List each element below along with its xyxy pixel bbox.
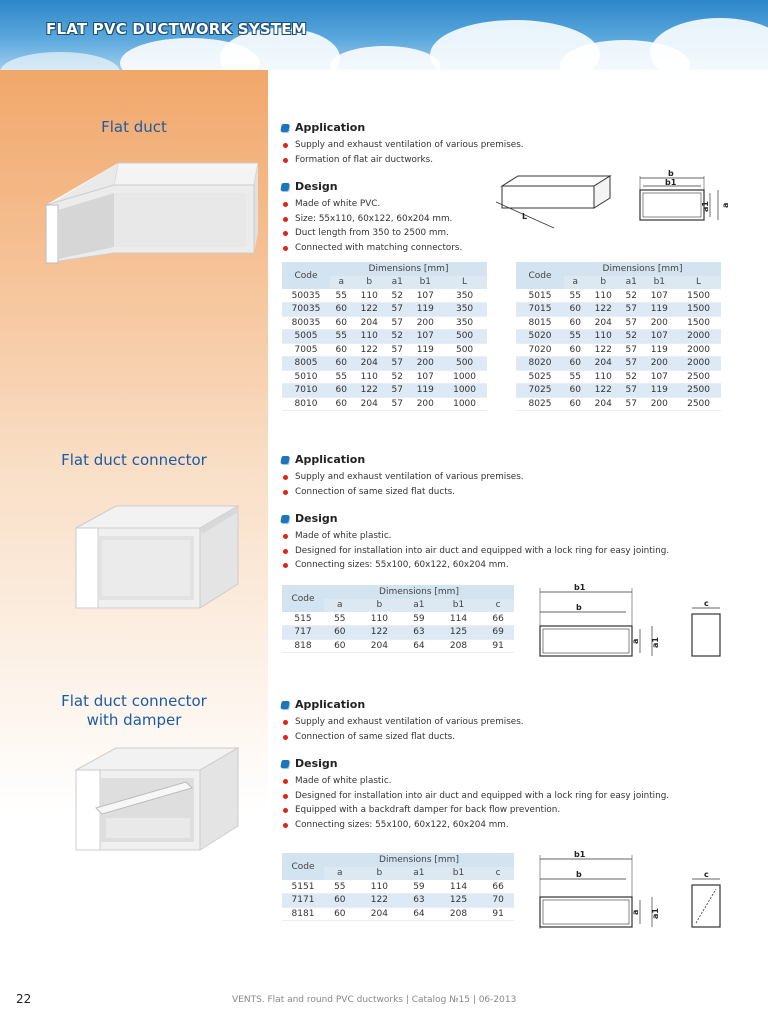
- table-row: [282, 397, 487, 411]
- table-cell: 350: [442, 303, 487, 317]
- cell-code: 8181: [282, 907, 324, 921]
- dim-label-b1: b1: [665, 178, 677, 187]
- table-cell: 107: [642, 289, 676, 303]
- header-banner: [0, 0, 768, 70]
- col-c: c: [482, 867, 514, 881]
- col-c: c: [482, 599, 514, 613]
- table-cell: 204: [586, 397, 620, 411]
- table-row: [282, 894, 514, 908]
- table-cell: 52: [386, 289, 408, 303]
- list-item: Made of white plastic.: [282, 774, 669, 789]
- table-cell: 200: [408, 397, 442, 411]
- table-cell: 91: [482, 639, 514, 653]
- dim-label-b1: b1: [574, 583, 586, 592]
- table-row: [282, 303, 487, 317]
- table-cell: 107: [408, 330, 442, 344]
- product-title-flat-duct-connector: Flat duct connector: [61, 451, 207, 469]
- table-cell: 64: [403, 639, 435, 653]
- dim-label-b: b: [576, 603, 582, 612]
- dim-label-L: L: [522, 212, 528, 221]
- section-square-icon: [280, 183, 289, 191]
- table-cell: 110: [356, 880, 403, 894]
- footer-text: VENTS. Flat and round PVC ductworks | Catalog №15 | 06-2013: [232, 995, 517, 1005]
- col-a1: a1: [620, 276, 642, 290]
- heading-text: Application: [295, 453, 366, 466]
- cell-code: 7015: [516, 303, 564, 317]
- table-cell: 119: [642, 343, 676, 357]
- table-cell: 114: [435, 612, 482, 626]
- connector-table: [282, 585, 514, 653]
- table-cell: 60: [324, 626, 356, 640]
- col-a: a: [324, 599, 356, 613]
- dim-label-a1: a1: [701, 201, 710, 212]
- table-cell: 119: [408, 303, 442, 317]
- col-b1: b1: [642, 276, 676, 290]
- table-cell: 2000: [676, 330, 721, 344]
- connector-design-list: [282, 529, 669, 573]
- connector-drawing: [530, 582, 740, 662]
- table-cell: 1000: [442, 384, 487, 398]
- table-cell: 60: [330, 384, 352, 398]
- col-b: b: [586, 276, 620, 290]
- dim-label-a: a: [631, 638, 640, 644]
- connector-application-heading: [281, 453, 365, 466]
- table-cell: 122: [352, 384, 386, 398]
- cell-code: 8025: [516, 397, 564, 411]
- col-b1: b1: [408, 276, 442, 290]
- table-cell: 119: [642, 384, 676, 398]
- table-cell: 60: [564, 397, 586, 411]
- table-row: [282, 343, 487, 357]
- cell-code: 50035: [282, 289, 330, 303]
- list-item: Formation of flat air ductworks.: [282, 153, 524, 168]
- table-cell: 52: [620, 330, 642, 344]
- table-cell: 60: [564, 384, 586, 398]
- section-square-icon: [280, 456, 289, 464]
- flat-duct-application-heading: [281, 121, 365, 134]
- flat-duct-image: [32, 155, 268, 275]
- table-cell: 500: [442, 343, 487, 357]
- connector-application-list: [282, 470, 524, 499]
- heading-text: Design: [295, 512, 338, 525]
- table-cell: 500: [442, 357, 487, 371]
- table-cell: 57: [386, 384, 408, 398]
- list-item: Connecting sizes: 55x100, 60x122, 60x204 mm.: [282, 558, 669, 573]
- table-cell: 55: [330, 330, 352, 344]
- table-cell: 52: [386, 370, 408, 384]
- cell-code: 70035: [282, 303, 330, 317]
- connector-with-damper-image: [66, 742, 252, 862]
- cell-code: 717: [282, 626, 324, 640]
- col-b1: b1: [435, 599, 482, 613]
- heading-text: Application: [295, 121, 366, 134]
- table-row: [516, 370, 721, 384]
- table-cell: 60: [330, 303, 352, 317]
- col-a1: a1: [386, 276, 408, 290]
- table-cell: 119: [408, 384, 442, 398]
- table-cell: 60: [564, 316, 586, 330]
- table-cell: 208: [435, 639, 482, 653]
- table-cell: 91: [482, 907, 514, 921]
- table-cell: 122: [356, 626, 403, 640]
- dim-label-b: b: [576, 870, 582, 879]
- table-cell: 110: [352, 289, 386, 303]
- col-b: b: [352, 276, 386, 290]
- table-cell: 114: [435, 880, 482, 894]
- table-cell: 57: [620, 303, 642, 317]
- col-dimensions: Dimensions [mm]: [324, 853, 514, 867]
- list-item: Supply and exhaust ventilation of various premises.: [282, 470, 524, 485]
- list-item: Size: 55x110, 60x122, 60x204 mm.: [282, 212, 462, 227]
- section-square-icon: [280, 124, 289, 132]
- table-cell: 110: [586, 289, 620, 303]
- table-cell: 122: [352, 303, 386, 317]
- table-cell: 122: [352, 343, 386, 357]
- table-row: [516, 384, 721, 398]
- cell-code: 5005: [282, 330, 330, 344]
- list-item: Duct length from 350 to 2500 mm.: [282, 226, 462, 241]
- table-cell: 110: [586, 330, 620, 344]
- col-a: a: [324, 867, 356, 881]
- table-cell: 107: [642, 330, 676, 344]
- table-cell: 55: [564, 289, 586, 303]
- table-cell: 1500: [676, 289, 721, 303]
- table-cell: 2500: [676, 397, 721, 411]
- section-square-icon: [280, 515, 289, 523]
- section-square-icon: [280, 760, 289, 768]
- table-cell: 59: [403, 612, 435, 626]
- flat-duct-application-list: [282, 138, 524, 167]
- table-cell: 200: [642, 357, 676, 371]
- table-cell: 55: [330, 370, 352, 384]
- table-cell: 55: [324, 612, 356, 626]
- table-cell: 2500: [676, 384, 721, 398]
- list-item: Supply and exhaust ventilation of various premises.: [282, 138, 524, 153]
- list-item: Equipped with a backdraft damper for back flow prevention.: [282, 803, 669, 818]
- table-cell: 1000: [442, 397, 487, 411]
- table-cell: 107: [408, 289, 442, 303]
- table-cell: 122: [586, 303, 620, 317]
- table-cell: 204: [356, 907, 403, 921]
- section-square-icon: [280, 701, 289, 709]
- table-cell: 52: [620, 370, 642, 384]
- flat-duct-drawing: [488, 168, 738, 244]
- cell-code: 8010: [282, 397, 330, 411]
- table-cell: 64: [403, 907, 435, 921]
- table-cell: 69: [482, 626, 514, 640]
- damper-table: [282, 853, 514, 921]
- table-cell: 125: [435, 894, 482, 908]
- list-item: Made of white plastic.: [282, 529, 669, 544]
- table-cell: 66: [482, 880, 514, 894]
- table-cell: 60: [330, 343, 352, 357]
- table-cell: 57: [620, 397, 642, 411]
- damper-design-heading: [281, 757, 338, 770]
- table-row: [516, 289, 721, 303]
- table-cell: 57: [386, 343, 408, 357]
- table-cell: 1500: [676, 303, 721, 317]
- list-item: Connection of same sized flat ducts.: [282, 730, 524, 745]
- table-row: [282, 289, 487, 303]
- dim-label-a: a: [721, 202, 730, 208]
- list-item: Connected with matching connectors.: [282, 241, 462, 256]
- table-cell: 204: [352, 357, 386, 371]
- heading-text: Design: [295, 180, 338, 193]
- table-cell: 52: [386, 330, 408, 344]
- table-cell: 350: [442, 316, 487, 330]
- heading-text: Design: [295, 757, 338, 770]
- table-cell: 60: [564, 343, 586, 357]
- damper-design-list: [282, 774, 669, 832]
- table-cell: 200: [408, 316, 442, 330]
- product-title-connector-with-damper: [0, 692, 268, 730]
- col-b: b: [356, 867, 403, 881]
- table-cell: 200: [408, 357, 442, 371]
- table-cell: 60: [324, 907, 356, 921]
- dim-label-a: a: [631, 909, 640, 915]
- table-cell: 125: [435, 626, 482, 640]
- table-cell: 55: [330, 289, 352, 303]
- table-cell: 204: [356, 639, 403, 653]
- table-cell: 57: [620, 384, 642, 398]
- title-line: with damper: [86, 711, 182, 729]
- flat-duct-connector-image: [62, 498, 248, 618]
- table-cell: 110: [352, 370, 386, 384]
- damper-application-heading: [281, 698, 365, 711]
- table-cell: 57: [620, 316, 642, 330]
- dim-label-a1: a1: [651, 908, 660, 919]
- table-row: [282, 384, 487, 398]
- damper-application-list: [282, 715, 524, 744]
- heading-text: Application: [295, 698, 366, 711]
- col-dimensions: Dimensions [mm]: [330, 262, 487, 276]
- table-cell: 57: [620, 343, 642, 357]
- table-cell: 52: [620, 289, 642, 303]
- cell-code: 8020: [516, 357, 564, 371]
- cell-code: 5025: [516, 370, 564, 384]
- col-dimensions: Dimensions [mm]: [324, 585, 514, 599]
- table-cell: 57: [386, 397, 408, 411]
- table-row: [516, 330, 721, 344]
- table-cell: 119: [642, 303, 676, 317]
- table-cell: 122: [586, 384, 620, 398]
- table-cell: 122: [586, 343, 620, 357]
- col-code: Code: [282, 585, 324, 612]
- col-a: a: [330, 276, 352, 290]
- table-row: [282, 330, 487, 344]
- table-row: [516, 316, 721, 330]
- col-dimensions: Dimensions [mm]: [564, 262, 721, 276]
- page-number: 22: [16, 992, 32, 1006]
- col-b: b: [356, 599, 403, 613]
- cell-code: 5015: [516, 289, 564, 303]
- table-row: [282, 880, 514, 894]
- table-cell: 208: [435, 907, 482, 921]
- table-cell: 107: [642, 370, 676, 384]
- table-cell: 500: [442, 330, 487, 344]
- table-cell: 1500: [676, 316, 721, 330]
- cell-code: 7025: [516, 384, 564, 398]
- cell-code: 7005: [282, 343, 330, 357]
- table-cell: 55: [564, 330, 586, 344]
- col-code: Code: [282, 262, 330, 289]
- table-cell: 200: [642, 316, 676, 330]
- table-row: [516, 397, 721, 411]
- col-a: a: [564, 276, 586, 290]
- table-cell: 57: [386, 357, 408, 371]
- list-item: Designed for installation into air duct and equipped with a lock ring for easy jointing.: [282, 544, 669, 559]
- col-code: Code: [282, 853, 324, 880]
- table-cell: 110: [586, 370, 620, 384]
- table-cell: 60: [324, 894, 356, 908]
- list-item: Connecting sizes: 55x100, 60x122, 60x204 mm.: [282, 818, 669, 833]
- dim-label-b1: b1: [574, 850, 586, 859]
- list-item: Designed for installation into air duct and equipped with a lock ring for easy jointing.: [282, 789, 669, 804]
- table-cell: 200: [642, 397, 676, 411]
- flat-duct-table-right: [516, 262, 721, 411]
- table-cell: 60: [330, 397, 352, 411]
- col-code: Code: [516, 262, 564, 289]
- product-title-flat-duct: Flat duct: [101, 118, 167, 136]
- col-a1: a1: [403, 867, 435, 881]
- cell-code: 7010: [282, 384, 330, 398]
- table-cell: 1000: [442, 370, 487, 384]
- table-cell: 60: [324, 639, 356, 653]
- cell-code: 515: [282, 612, 324, 626]
- connector-design-heading: [281, 512, 338, 525]
- table-row: [282, 370, 487, 384]
- damper-drawing: [530, 849, 740, 935]
- table-cell: 204: [586, 316, 620, 330]
- cell-code: 7171: [282, 894, 324, 908]
- list-item: Connection of same sized flat ducts.: [282, 485, 524, 500]
- flat-duct-table-left: [282, 262, 487, 411]
- cell-code: 8005: [282, 357, 330, 371]
- table-cell: 60: [330, 316, 352, 330]
- table-row: [282, 907, 514, 921]
- table-cell: 204: [352, 316, 386, 330]
- table-cell: 204: [586, 357, 620, 371]
- table-cell: 107: [408, 370, 442, 384]
- table-row: [282, 612, 514, 626]
- table-cell: 204: [352, 397, 386, 411]
- table-cell: 2500: [676, 370, 721, 384]
- cell-code: 5151: [282, 880, 324, 894]
- table-cell: 57: [386, 303, 408, 317]
- list-item: Made of white PVC.: [282, 197, 462, 212]
- table-cell: 60: [564, 303, 586, 317]
- table-cell: 55: [564, 370, 586, 384]
- cell-code: 818: [282, 639, 324, 653]
- cell-code: 5020: [516, 330, 564, 344]
- dim-label-a1: a1: [651, 637, 660, 648]
- table-cell: 57: [620, 357, 642, 371]
- cell-code: 7020: [516, 343, 564, 357]
- table-row: [516, 303, 721, 317]
- table-row: [282, 626, 514, 640]
- col-b1: b1: [435, 867, 482, 881]
- table-row: [516, 357, 721, 371]
- table-row: [282, 639, 514, 653]
- table-cell: 63: [403, 626, 435, 640]
- table-cell: 119: [408, 343, 442, 357]
- cell-code: 80035: [282, 316, 330, 330]
- table-cell: 55: [324, 880, 356, 894]
- table-cell: 60: [564, 357, 586, 371]
- dim-label-c: c: [704, 870, 709, 879]
- table-cell: 57: [386, 316, 408, 330]
- title-line: Flat duct connector: [61, 692, 207, 710]
- table-cell: 66: [482, 612, 514, 626]
- table-cell: 350: [442, 289, 487, 303]
- table-cell: 2000: [676, 343, 721, 357]
- header-title: FLAT PVC DUCTWORK SYSTEM: [46, 20, 307, 38]
- cell-code: 8015: [516, 316, 564, 330]
- table-row: [282, 316, 487, 330]
- dim-label-b: b: [668, 169, 674, 178]
- table-cell: 122: [356, 894, 403, 908]
- flat-duct-design-heading: [281, 180, 338, 193]
- table-cell: 60: [330, 357, 352, 371]
- table-row: [516, 343, 721, 357]
- col-a1: a1: [403, 599, 435, 613]
- cell-code: 5010: [282, 370, 330, 384]
- table-row: [282, 357, 487, 371]
- table-cell: 63: [403, 894, 435, 908]
- table-cell: 59: [403, 880, 435, 894]
- table-cell: 70: [482, 894, 514, 908]
- flat-duct-design-list: [282, 197, 462, 255]
- table-cell: 110: [352, 330, 386, 344]
- col-L: L: [442, 276, 487, 290]
- dim-label-c: c: [704, 599, 709, 608]
- table-cell: 110: [356, 612, 403, 626]
- table-cell: 2000: [676, 357, 721, 371]
- col-L: L: [676, 276, 721, 290]
- list-item: Supply and exhaust ventilation of various premises.: [282, 715, 524, 730]
